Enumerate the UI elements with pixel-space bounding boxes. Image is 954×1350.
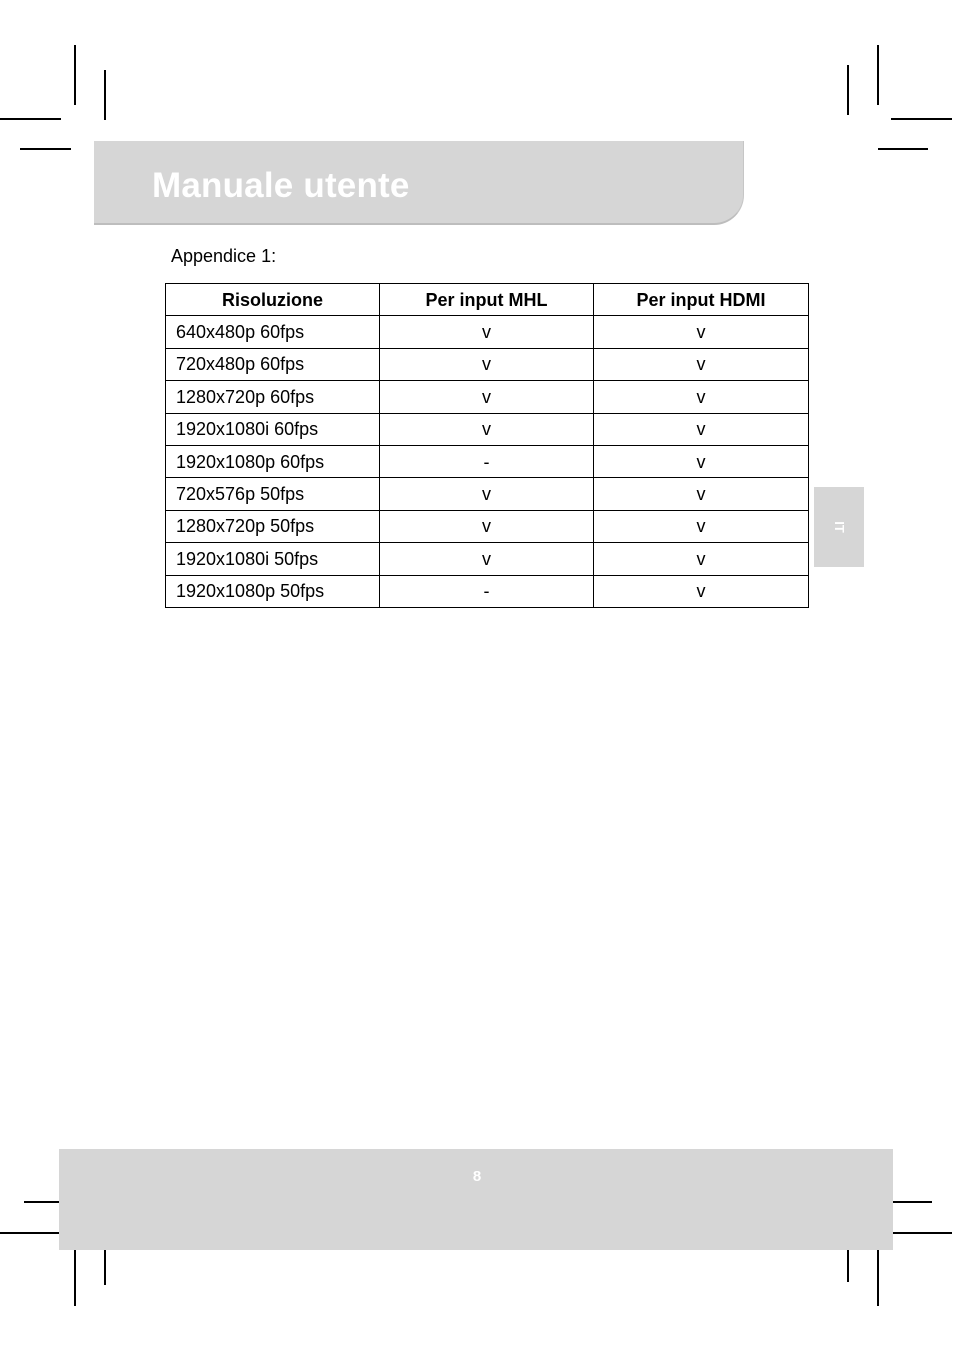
mhl-cell: v — [380, 316, 594, 348]
crop-mark — [891, 118, 952, 120]
table-row — [166, 478, 809, 510]
table-row — [166, 381, 809, 413]
column-header-resolution: Risoluzione — [166, 284, 380, 316]
table-row — [166, 316, 809, 348]
resolution-cell: 640x480p 60fps — [166, 316, 380, 348]
column-header-mhl: Per input MHL — [380, 284, 594, 316]
resolution-cell: 1280x720p 50fps — [166, 510, 380, 542]
page-title: Manuale utente — [152, 166, 410, 205]
mhl-cell: v — [380, 381, 594, 413]
crop-mark — [0, 1232, 61, 1234]
crop-mark — [104, 70, 106, 120]
crop-mark — [878, 148, 928, 150]
table-row — [166, 575, 809, 607]
mhl-cell: v — [380, 478, 594, 510]
table-row — [166, 413, 809, 445]
hdmi-cell: v — [594, 478, 809, 510]
language-tab-label: IT — [832, 521, 847, 533]
hdmi-cell: v — [594, 575, 809, 607]
mhl-cell: v — [380, 413, 594, 445]
resolution-cell: 720x480p 60fps — [166, 348, 380, 380]
table-row — [166, 510, 809, 542]
table-row — [166, 348, 809, 380]
crop-mark — [847, 65, 849, 115]
crop-mark — [74, 45, 76, 105]
hdmi-cell: v — [594, 316, 809, 348]
resolution-cell: 1920x1080p 50fps — [166, 575, 380, 607]
table-header-row — [166, 284, 809, 316]
resolution-cell: 1920x1080p 60fps — [166, 445, 380, 477]
mhl-cell: v — [380, 348, 594, 380]
crop-mark — [893, 1232, 952, 1234]
page-number: 8 — [472, 1168, 482, 1185]
mhl-cell: v — [380, 510, 594, 542]
crop-mark — [877, 45, 879, 105]
hdmi-cell: v — [594, 445, 809, 477]
mhl-cell: - — [380, 445, 594, 477]
mhl-cell: v — [380, 543, 594, 575]
resolution-cell: 1280x720p 60fps — [166, 381, 380, 413]
hdmi-cell: v — [594, 543, 809, 575]
resolution-cell: 1920x1080i 50fps — [166, 543, 380, 575]
footer-band — [59, 1149, 893, 1250]
resolution-cell: 1920x1080i 60fps — [166, 413, 380, 445]
crop-mark — [74, 1248, 76, 1306]
hdmi-cell: v — [594, 510, 809, 542]
mhl-cell: - — [380, 575, 594, 607]
table-row — [166, 543, 809, 575]
crop-mark — [20, 148, 71, 150]
hdmi-cell: v — [594, 381, 809, 413]
resolution-cell: 720x576p 50fps — [166, 478, 380, 510]
appendix-label: Appendice 1: — [171, 246, 277, 266]
table-row — [166, 445, 809, 477]
hdmi-cell: v — [594, 348, 809, 380]
resolution-table — [165, 283, 809, 608]
crop-mark — [877, 1248, 879, 1306]
crop-mark — [0, 118, 61, 120]
column-header-hdmi: Per input HDMI — [594, 284, 809, 316]
hdmi-cell: v — [594, 413, 809, 445]
